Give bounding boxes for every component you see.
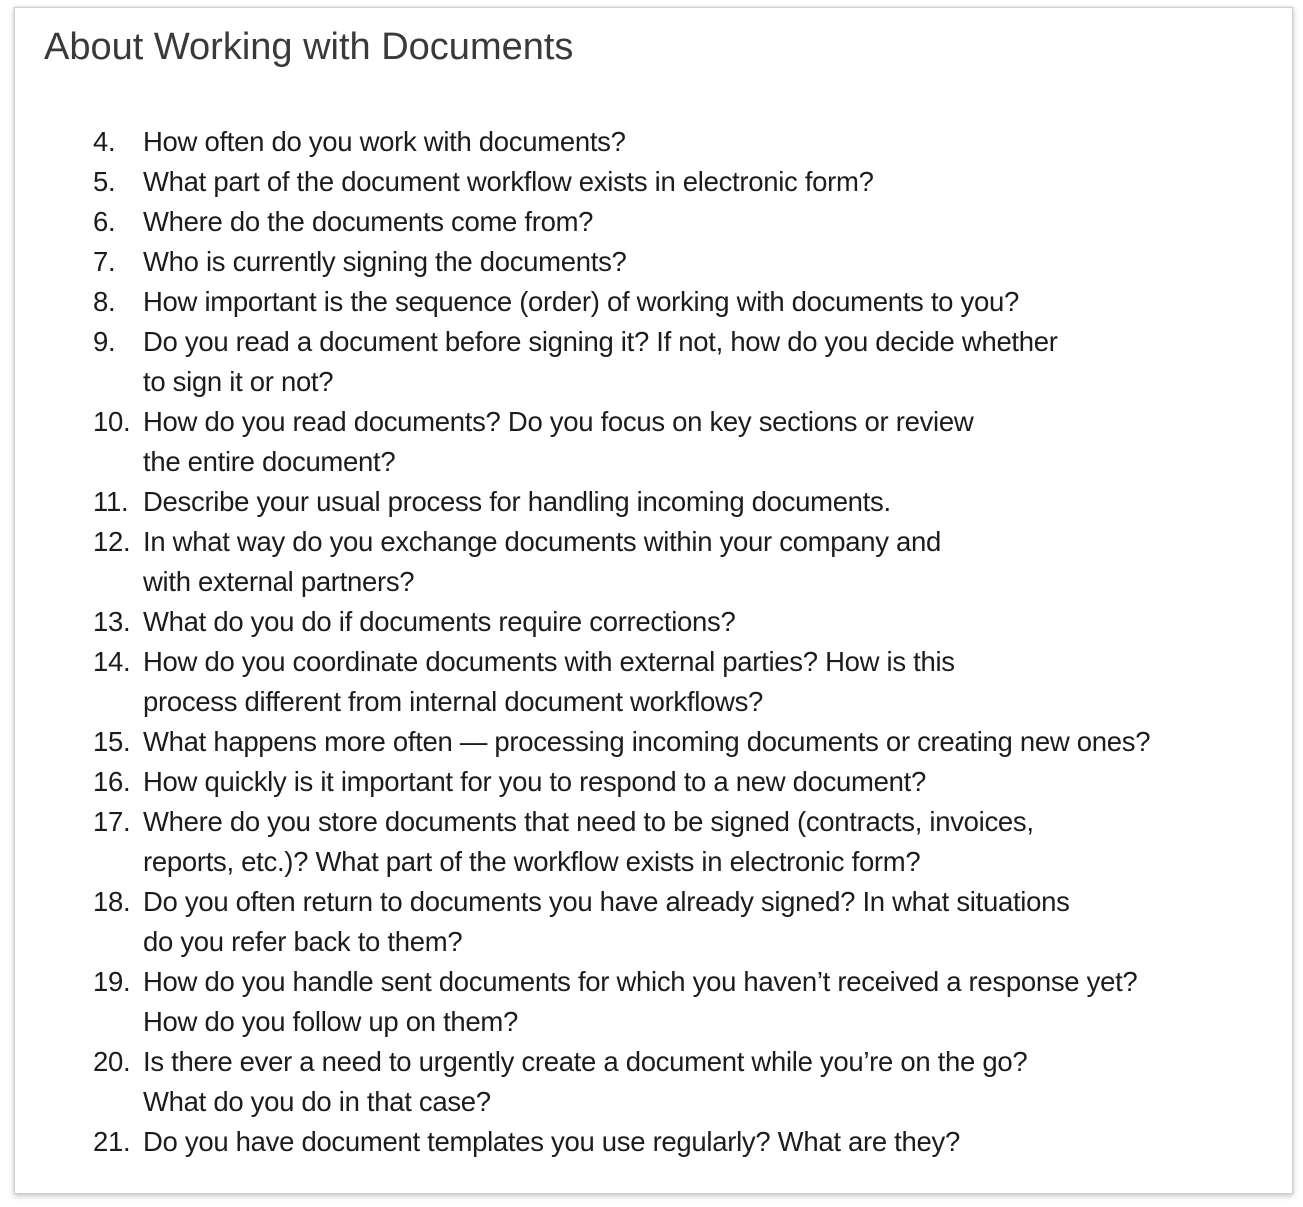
question-number: 14. <box>93 646 131 677</box>
question-text-line: How do you follow up on them? <box>143 1006 518 1037</box>
question-number: 5. <box>93 166 116 197</box>
question-text-line: Who is currently signing the documents? <box>143 246 627 277</box>
question-text-line: What part of the document workflow exists in electronic form? <box>143 166 874 197</box>
question-number: 9. <box>93 326 116 357</box>
question-text-line: How do you read documents? Do you focus on key sections or review <box>143 406 974 437</box>
question-number: 10. <box>93 406 131 437</box>
question-text-line: Describe your usual process for handling incoming documents. <box>143 486 891 517</box>
question-text-line: How quickly is it important for you to respond to a new document? <box>143 766 926 797</box>
question-item <box>93 122 1273 162</box>
question-text-line: with external partners? <box>143 566 415 597</box>
question-text-line: process different from internal document workflows? <box>143 686 764 717</box>
question-text-line: Do you have document templates you use regularly? What are they? <box>143 1126 960 1157</box>
question-text-line: Do you often return to documents you have already signed? In what situations <box>143 886 1070 917</box>
document-card <box>14 7 1293 1194</box>
question-text-line: How often do you work with documents? <box>143 126 626 157</box>
question-item <box>93 1122 1273 1162</box>
question-item <box>93 482 1273 522</box>
question-number: 4. <box>93 126 116 157</box>
question-item <box>93 322 1273 402</box>
question-list <box>93 122 1273 1162</box>
question-number: 21. <box>93 1126 131 1157</box>
question-item <box>93 722 1273 762</box>
question-number: 15. <box>93 726 131 757</box>
question-text-line: How do you coordinate documents with external parties? How is this <box>143 646 955 677</box>
question-text-line: Where do you store documents that need to be signed (contracts, invoices, <box>143 806 1034 837</box>
question-number: 17. <box>93 806 131 837</box>
question-item <box>93 402 1273 482</box>
question-item <box>93 282 1273 322</box>
question-text-line: Is there ever a need to urgently create a document while you’re on the go? <box>143 1046 1028 1077</box>
question-text-line: How do you handle sent documents for which you haven’t received a response yet? <box>143 966 1138 997</box>
question-number: 13. <box>93 606 131 637</box>
question-item <box>93 242 1273 282</box>
question-item <box>93 962 1273 1042</box>
question-text-line: How important is the sequence (order) of working with documents to you? <box>143 286 1019 317</box>
question-item <box>93 202 1273 242</box>
question-number: 18. <box>93 886 131 917</box>
question-item <box>93 642 1273 722</box>
question-number: 20. <box>93 1046 131 1077</box>
question-number: 6. <box>93 206 116 237</box>
question-text-line: the entire document? <box>143 446 396 477</box>
question-item <box>93 882 1273 962</box>
question-item <box>93 762 1273 802</box>
page-title: About Working with Documents <box>44 26 574 68</box>
question-item <box>93 1042 1273 1122</box>
question-text-line: do you refer back to them? <box>143 926 463 957</box>
question-item <box>93 602 1273 642</box>
question-number: 19. <box>93 966 131 997</box>
question-number: 7. <box>93 246 116 277</box>
question-text-line: Do you read a document before signing it? If not, how do you decide whether <box>143 326 1058 357</box>
question-item <box>93 802 1273 882</box>
question-text-line: Where do the documents come from? <box>143 206 594 237</box>
question-text-line: What happens more often — processing incoming documents or creating new ones? <box>143 726 1151 757</box>
question-number: 11. <box>93 486 129 517</box>
question-text-line: to sign it or not? <box>143 366 334 397</box>
question-number: 8. <box>93 286 116 317</box>
question-text-line: What do you do if documents require corrections? <box>143 606 736 637</box>
question-text-line: In what way do you exchange documents within your company and <box>143 526 942 557</box>
question-text-line: What do you do in that case? <box>143 1086 491 1117</box>
question-item <box>93 522 1273 602</box>
question-item <box>93 162 1273 202</box>
question-number: 12. <box>93 526 131 557</box>
question-text-line: reports, etc.)? What part of the workflow exists in electronic form? <box>143 846 921 877</box>
question-number: 16. <box>93 766 131 797</box>
